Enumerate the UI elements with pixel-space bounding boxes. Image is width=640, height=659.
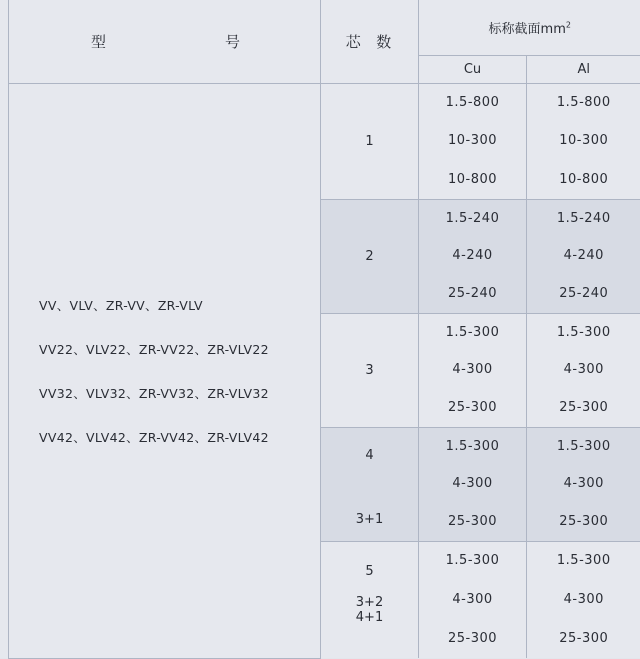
al-value: 1.5-300 xyxy=(527,553,640,568)
cu-value: 10-800 xyxy=(419,172,526,187)
al-value: 4-300 xyxy=(527,592,640,607)
cores-value: 2 xyxy=(321,248,418,265)
al-value: 25-300 xyxy=(527,631,640,646)
cu-value: 25-240 xyxy=(419,286,526,301)
al-value: 1.5-300 xyxy=(527,439,640,454)
al-cell xyxy=(527,541,640,658)
cores-value: 5 xyxy=(321,564,418,579)
al-cell xyxy=(527,427,640,541)
al-value: 1.5-800 xyxy=(527,95,640,110)
al-value: 4-300 xyxy=(527,362,640,377)
cores-value: 3+2 xyxy=(321,595,418,610)
cores-value: 1 xyxy=(321,133,418,150)
cu-value: 1.5-300 xyxy=(419,553,526,568)
al-cell xyxy=(527,83,640,199)
cu-value: 25-300 xyxy=(419,631,526,646)
header-al: Al xyxy=(527,55,640,83)
al-value: 1.5-300 xyxy=(527,325,640,340)
cores-cell xyxy=(321,427,419,541)
table-row xyxy=(9,83,640,199)
cores-value: 4 xyxy=(321,448,418,463)
al-value: 10-800 xyxy=(527,172,640,187)
cu-value: 4-300 xyxy=(419,362,526,377)
header-model xyxy=(9,0,321,83)
header-cu: Cu xyxy=(419,55,527,83)
cores-value: 3 xyxy=(321,362,418,379)
cores-value: 4+1 xyxy=(321,610,418,625)
model-item: VV22、VLV22、ZR-VV22、ZR-VLV22 xyxy=(39,340,320,358)
al-value: 4-300 xyxy=(527,476,640,491)
model-item: VV、VLV、ZR-VV、ZR-VLV xyxy=(39,296,320,314)
al-value: 4-240 xyxy=(527,248,640,263)
cu-cell xyxy=(419,541,527,658)
header-row xyxy=(9,0,640,55)
header-area-label: 标称截面mm xyxy=(489,22,566,37)
cu-cell xyxy=(419,83,527,199)
al-value: 1.5-240 xyxy=(527,211,640,226)
cu-value: 25-300 xyxy=(419,514,526,529)
cores-cell xyxy=(321,541,419,658)
al-value: 10-300 xyxy=(527,133,640,148)
cu-cell xyxy=(419,313,527,427)
header-cores: 芯 数 xyxy=(321,0,419,83)
cable-spec-table xyxy=(8,0,640,659)
header-model-right: 号 xyxy=(225,31,242,52)
al-value: 25-300 xyxy=(527,514,640,529)
cu-cell xyxy=(419,199,527,313)
header-area xyxy=(419,0,640,55)
cores-value: 3+1 xyxy=(321,512,418,527)
cores-cell xyxy=(321,83,419,199)
cu-value: 1.5-240 xyxy=(419,211,526,226)
cu-value: 1.5-300 xyxy=(419,325,526,340)
al-value: 25-300 xyxy=(527,400,640,415)
al-cell xyxy=(527,199,640,313)
al-cell xyxy=(527,313,640,427)
cu-value: 1.5-800 xyxy=(419,95,526,110)
model-list xyxy=(9,83,321,658)
al-value: 25-240 xyxy=(527,286,640,301)
header-model-left: 型 xyxy=(91,31,108,52)
cu-value: 4-300 xyxy=(419,476,526,491)
cu-value: 4-240 xyxy=(419,248,526,263)
cu-value: 1.5-300 xyxy=(419,439,526,454)
model-item: VV32、VLV32、ZR-VV32、ZR-VLV32 xyxy=(39,384,320,402)
cu-value: 25-300 xyxy=(419,400,526,415)
cores-cell xyxy=(321,199,419,313)
cu-cell xyxy=(419,427,527,541)
cu-value: 4-300 xyxy=(419,592,526,607)
header-area-sup: 2 xyxy=(566,20,571,29)
model-item: VV42、VLV42、ZR-VV42、ZR-VLV42 xyxy=(39,428,320,446)
cu-value: 10-300 xyxy=(419,133,526,148)
cores-cell xyxy=(321,313,419,427)
